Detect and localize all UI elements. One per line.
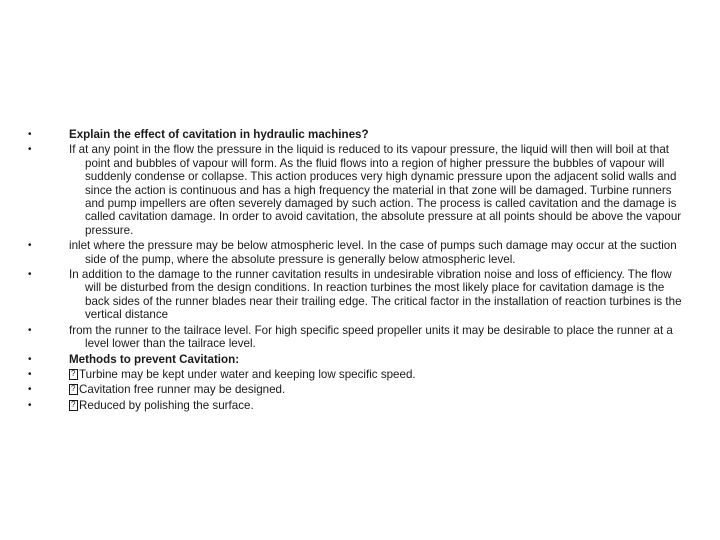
inlet-text: inlet where the pressure may be below atmospheric level. In the case of pumps such damage may occur at the suction side of the pump, where the absolute pressure is generally below atmospheric level.	[69, 239, 677, 266]
method-3	[69, 399, 688, 412]
replacement-character-icon	[69, 384, 78, 395]
list-item-method-2	[28, 383, 688, 396]
question-heading: Explain the effect of cavitation in hydraulic machines?	[69, 128, 369, 141]
bullet-icon: •	[28, 129, 32, 140]
tailrace-text: from the runner to the tailrace level. For high specific speed propeller units it may be desirable to place the runner at a level lower than the tailrace level.	[69, 323, 673, 351]
bullet-icon: •	[28, 144, 32, 156]
bullet-icon: •	[28, 353, 32, 365]
bullet-icon: •	[28, 240, 32, 252]
list-item-question	[28, 128, 688, 141]
cavitation-definition-text: If at any point in the flow the pressure in the liquid is reduced to its vapour pressure, the liquid will then will boil at that point and bubbles of vapour will form. As the fluid flows into a region of higher pressure the bubbles of vapour will suddenly condense or collapse. This action produces very high dynamic pressure upon the adjacent solid walls and since the action is continuous and has a high frequency the material in that zone will be damaged. Turbine runners and pump impellers are often severely damaged by such action. The process is called cavitation and the damage is called cavitation damage. In order to avoid cavitation, the absolute pressure at all points should be above the vapour pressure.	[69, 143, 682, 237]
replacement-character-icon	[69, 400, 78, 411]
list-item-inlet	[28, 239, 688, 266]
methods-heading: Methods to prevent Cavitation:	[69, 352, 240, 366]
method-3-text: Reduced by polishing the surface.	[79, 398, 254, 412]
list-item-cavitation-definition	[28, 143, 688, 237]
list-item-method-3	[28, 399, 688, 412]
runner-damage-text: In addition to the damage to the runner cavitation results in undesirable vibration noise and loss of efficiency. The flow will be disturbed from the design conditions. In reaction turbines the most likely place for cavitation damage is the back sides of the runner blades near their trailing edge. The critical factor in the installation of reaction turbines is the vertical distance	[69, 268, 682, 322]
replacement-character-icon	[69, 369, 78, 380]
method-1-text: Turbine may be kept under water and keeping low specific speed.	[79, 367, 416, 381]
bullet-list	[28, 128, 688, 414]
bullet-icon: •	[28, 368, 32, 380]
list-item-runner-damage	[28, 268, 688, 322]
bullet-icon: •	[28, 399, 32, 411]
method-2-text: Cavitation free runner may be designed.	[79, 383, 286, 397]
bullet-icon: •	[28, 384, 32, 396]
method-2	[69, 383, 688, 396]
list-item-tailrace	[28, 324, 688, 351]
method-1	[69, 368, 688, 381]
list-item-method-1	[28, 368, 688, 381]
bullet-icon: •	[28, 269, 32, 281]
bullet-icon: •	[28, 324, 32, 336]
list-item-methods-heading	[28, 353, 688, 366]
